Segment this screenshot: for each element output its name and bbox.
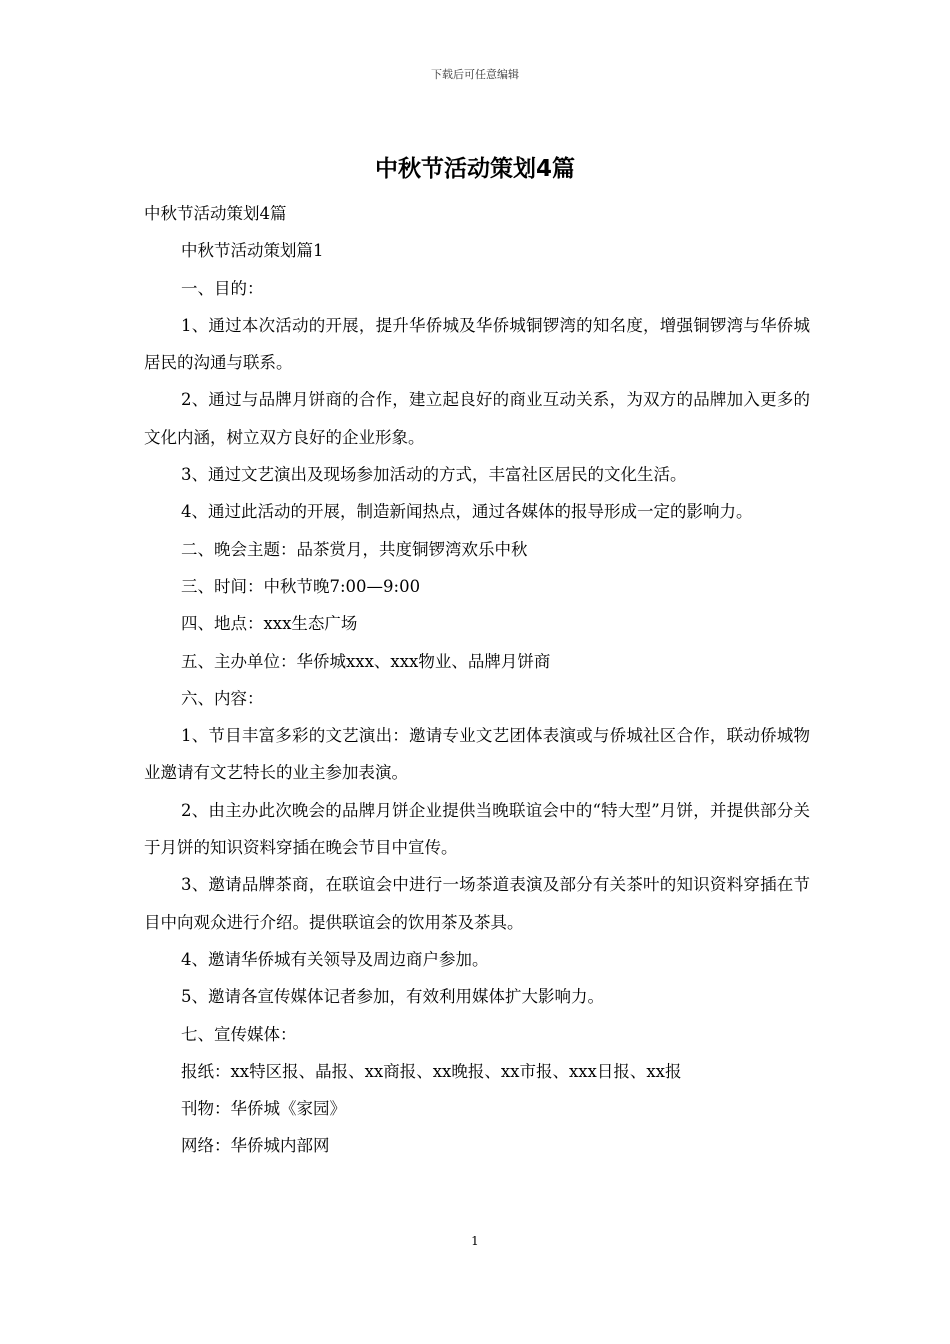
paragraph: 4、通过此活动的开展，制造新闻热点，通过各媒体的报导形成一定的影响力。 (181, 502, 753, 522)
paragraph: 中秋节活动策划篇1 (181, 241, 324, 261)
paragraph: 1、通过本次活动的开展，提升华侨城及华侨城铜锣湾的知名度，增强铜锣湾与华侨城居民的沟通与联系。 (144, 315, 810, 373)
paragraph: 刊物：华侨城《家园》 (181, 1099, 346, 1119)
document-title: 中秋节活动策划4篇 (374, 156, 575, 182)
paragraph: 报纸：xx特区报、晶报、xx商报、xx晚报、xx市报、xxx日报、xx报 (181, 1061, 682, 1081)
paragraph: 2、由主办此次晚会的品牌月饼企业提供当晚联谊会中的“特大型”月饼，并提供部分关于月饼的知识资料穿插在晚会节目中宣传。 (144, 800, 810, 858)
paragraph: 二、晚会主题：品茶赏月，共度铜锣湾欢乐中秋 (181, 539, 528, 559)
document-body (144, 195, 810, 1165)
paragraph: 六、内容： (181, 688, 264, 708)
paragraph: 3、通过文艺演出及现场参加活动的方式，丰富社区居民的文化生活。 (181, 465, 687, 485)
paragraph: 七、宣传媒体： (181, 1024, 297, 1044)
paragraph: 五、主办单位：华侨城xxx、xxx物业、品牌月饼商 (181, 651, 551, 671)
paragraph: 4、邀请华侨城有关领导及周边商户参加。 (181, 949, 489, 969)
paragraph: 四、地点：xxx生态广场 (181, 614, 358, 634)
paragraph: 2、通过与品牌月饼商的合作，建立起良好的商业互动关系，为双方的品牌加入更多的文化内涵，树立双方良好的企业形象。 (144, 390, 810, 447)
paragraph: 5、邀请各宣传媒体记者参加，有效利用媒体扩大影响力。 (181, 987, 604, 1007)
paragraph: 一、目的： (181, 278, 264, 298)
page-number: 1 (471, 1234, 479, 1248)
header-note: 下载后可任意编辑 (431, 68, 519, 81)
paragraph: 1、节目丰富多彩的文艺演出：邀请专业文艺团体表演或与侨城社区合作，联动侨城物业邀请有文艺特长的业主参加表演。 (144, 726, 810, 783)
paragraph: 3、邀请品牌茶商，在联谊会中进行一场茶道表演及部分有关茶叶的知识资料穿插在节目中向观众进行介绍。提供联谊会的饮用茶及茶具。 (144, 875, 810, 932)
paragraph: 三、时间：中秋节晚7:00—9:00 (181, 576, 421, 596)
paragraph: 中秋节活动策划4篇 (144, 204, 287, 223)
paragraph: 网络：华侨城内部网 (181, 1136, 330, 1156)
